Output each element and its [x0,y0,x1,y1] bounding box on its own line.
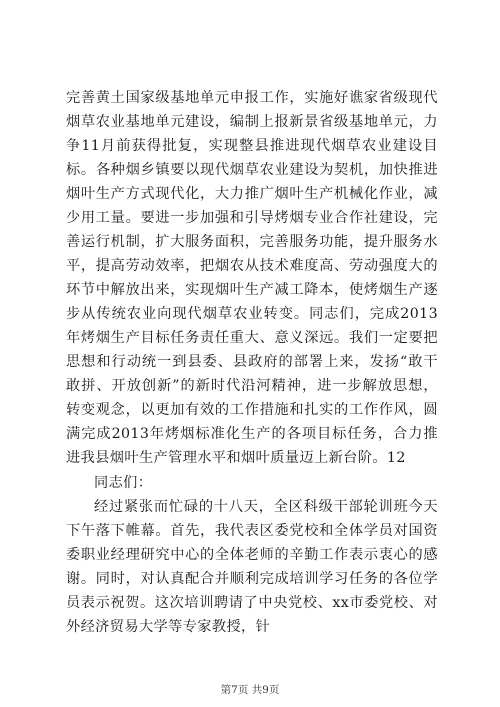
document-body [66,86,438,639]
paragraph-continuation: 完善黄土国家级基地单元申报工作，实施好谯家省级现代烟草农业基地单元建设，编制上报新景省级基地单元，力争11月前获得批复，实现整县推进现代烟草农业建设目标。各种烟乡镇要以现代烟草农业建设为契机，加快推进烟叶生产方式现代化，大力推广烟叶生产机械化作业，减少用工量。要进一步加强和引导烤烟专业合作社建设，完善运行机制，扩大服务面积，完善服务功能，提升服务水平，提高劳动效率，把烟农从技术难度高、劳动强度大的环节中解放出来，实现烟叶生产减工降本，使烤烟生产逐步从传统农业向现代烟草农业转变。同志们，完成2013年烤烟生产目标任务责任重大、意义深远。我们一定要把思想和行动统一到县委、县政府的部署上来，发扬“敢干敢拼、开放创新”的新时代沿河精神，进一步解放思想，转变观念，以更加有效的工作措施和扎实的工作作风，圆满完成2013年烤烟标准化生产的各项目标任务，合力推进我县烟叶生产管理水平和烟叶质量迈上新台阶。12 [66,90,438,466]
greeting-line: 同志们： [94,475,153,491]
page-number-footer: 第7页 共9页 [220,684,280,696]
paragraph-body: 经过紧张而忙碌的十八天，全区科级干部轮训班今天下午落下帷幕。首先，我代表区委党校和全体学员对国资委职业经理研究中心的全体老师的辛勤工作表示衷心的感谢。同时，对认真配合并顺利完成培训学习任务的各位学员表示祝贺。这次培训聘请了中央党校、xx市委党校、对外经济贸易大学等专家教授，针 [66,499,438,635]
